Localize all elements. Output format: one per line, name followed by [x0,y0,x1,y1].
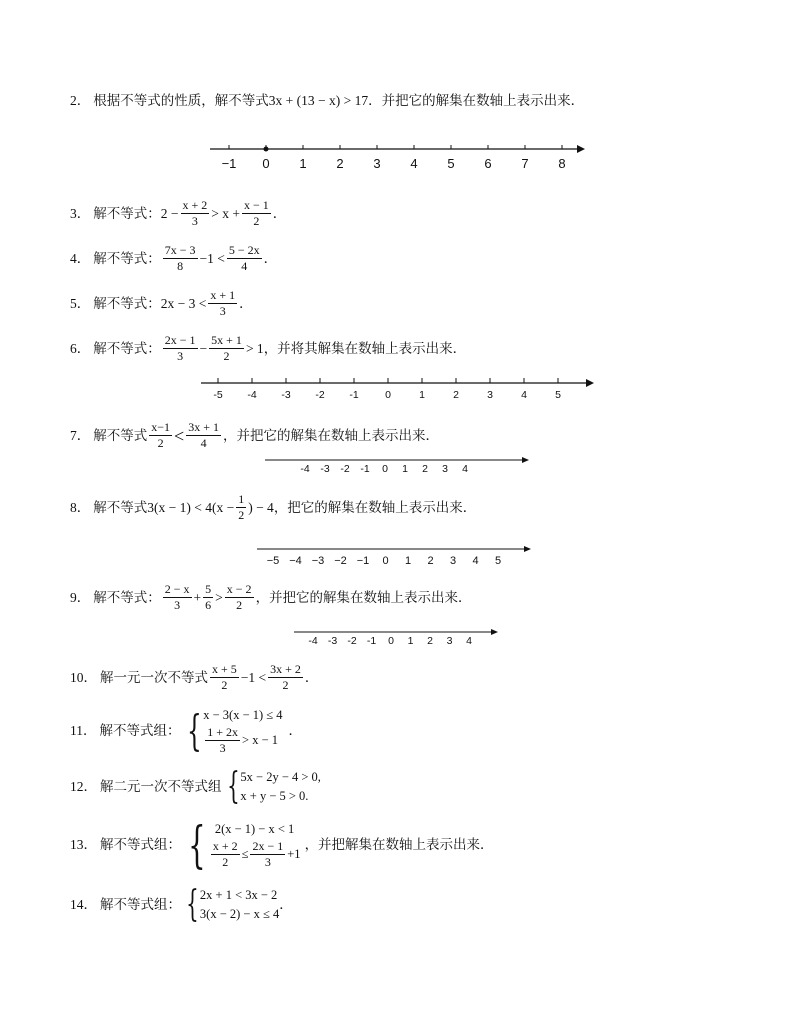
math-term: 3(x − 1) < 4(x − [147,499,235,515]
problem-13 [70,816,494,874]
math-term: ) − 4 [248,499,274,515]
problem-text: 解不等式 [93,427,148,443]
inequality-system [200,886,279,924]
tick-label: −1 [221,156,237,171]
tick-label: 5 [555,389,561,401]
numerator: 5 [205,582,212,596]
inequality-system [209,820,301,870]
numerator: x + 2 [212,838,238,853]
fraction [163,333,198,364]
system-line-2: 3(x − 2) − x ≤ 4 [199,906,280,921]
system-line-1: 5x − 2y − 4 > 0, [240,770,321,784]
problem-text: 解不等式： [93,340,161,356]
tick-label: 5 [494,555,502,567]
problem-number: 14． [70,897,97,912]
tick-label: 4 [466,635,472,647]
denominator: 2 [157,436,164,450]
problem-2 [70,94,584,108]
math-term: 2 − [160,205,179,221]
tick-label: -3 [320,463,330,475]
tick-label: 2 [336,156,344,171]
arrow-icon [577,145,585,153]
problem-10 [70,662,318,693]
system-line-1: x − 3(x − 1) ≤ 4 [203,708,283,722]
fraction [210,662,239,693]
problem-8 [70,492,476,523]
denominator: 2 [253,214,260,228]
fraction [163,582,192,613]
denominator: 2 [221,678,228,692]
problem-number: 6． [70,340,91,356]
problem-number: 7． [70,427,91,443]
problem-tail: ． [304,669,319,685]
tick-label: -4 [308,635,318,647]
numerator: 5 − 2x [228,243,260,257]
tick-label: 0 [382,463,388,475]
brace-icon: { [188,816,206,874]
numerator: 2 − x [164,582,190,596]
problem-text: 解不等式： [93,589,161,605]
numerator: x + 2 [182,198,208,212]
problem-tail: ． [239,295,253,311]
math-term: < [174,425,185,446]
problem-number: 2． [70,93,91,108]
fraction [268,662,303,693]
problem-7 [70,420,439,451]
tick-label: 1 [402,463,408,475]
denominator: 2 [223,349,230,363]
tick-label: −3 [311,555,325,567]
system-line-2: x + y − 5 > 0. [240,788,309,803]
tick-label: 1 [299,156,307,171]
tick-label: -4 [247,389,257,401]
tick-label: 4 [521,389,527,401]
problem-tail: ，并把它的解集在数轴上表示出来． [255,589,472,605]
problem-text: 根据不等式的性质，解不等式 [93,93,269,108]
tick-label: 6 [484,156,492,171]
tick-label: -3 [327,635,338,647]
tick-label: 0 [385,389,391,401]
problem-text: 解不等式： [93,205,161,221]
fraction [186,420,221,451]
tick-label: -3 [281,389,291,401]
problem-3 [70,198,286,229]
numerator: 2x − 1 [252,838,284,853]
denominator: 2 [282,678,289,692]
problem-14 [70,883,293,925]
tick-label: 8 [558,156,566,171]
math-term: > 1 [245,340,264,356]
problem-text: 解不等式 [93,499,148,515]
fraction [211,839,240,870]
tick-label: 1 [404,555,412,567]
math-term: − [199,340,208,356]
denominator: 3 [264,854,271,869]
brace-icon: { [186,705,202,755]
fraction [209,333,244,364]
tick-label: −4 [289,555,302,567]
tick-label: 1 [419,389,425,401]
denominator: 8 [177,259,184,273]
denominator: 4 [241,259,248,273]
tick-label: 3 [373,156,381,171]
tick-label: −1 [356,555,370,567]
arrow-icon [522,457,529,463]
tick-label: 0 [382,555,389,567]
denominator: 2 [236,598,243,612]
system-line-2 [209,839,301,870]
number-line-6 [198,372,598,402]
problem-tail: ，并把它的解集在数轴上表示出来． [222,427,439,443]
math-term: −1 < [240,669,267,685]
denominator: 4 [200,436,207,450]
problem-number: 10． [70,669,97,685]
fraction [203,582,213,613]
problem-number: 12． [70,779,97,794]
problem-number: 4． [70,250,91,266]
problem-12 [70,765,321,807]
tick-label: 3 [449,555,457,567]
tick-label: 4 [462,463,468,475]
number-line-8 [254,540,539,570]
fraction [242,198,271,229]
tick-label: -2 [347,635,357,647]
tick-label: -5 [213,389,223,401]
problem-number: 5． [70,295,91,311]
math-term: 2x − 3 < [160,295,207,311]
problem-9 [70,582,472,613]
fraction [181,198,210,229]
fraction [149,420,172,451]
tick-label: 2 [422,463,428,475]
tick-label: −2 [334,555,347,567]
denominator: 3 [191,214,198,228]
problem-text: 解不等式： [93,295,161,311]
problem-text: 解不等式组： [100,837,181,853]
problem-tail: ． [263,250,278,266]
fraction [236,492,246,523]
inequality-system [240,768,321,806]
tick-label: 3 [487,389,493,401]
problem-text: 解不等式组： [99,723,181,739]
arrow-icon [586,379,594,387]
problem-number: 9． [70,589,91,605]
tick-label: 2 [427,555,434,567]
numerator: 3x + 1 [188,420,219,434]
numerator: 3x + 2 [270,662,301,676]
number-line-9 [291,624,506,650]
tick-label: -1 [366,635,377,647]
fraction [208,288,237,319]
tick-label: -2 [340,463,350,475]
problem-number: 13． [70,837,97,853]
numerator: x−1 [151,420,171,434]
tick-label: 3 [446,635,453,647]
numerator: 1 [238,492,245,506]
number-line-2 [205,140,590,175]
math-term: −1 < [199,250,225,266]
problem-text: 解不等式： [93,250,161,266]
numerator: x − 2 [226,582,252,596]
tick-label: 3 [442,463,448,475]
problem-tail: ． [288,723,303,739]
math-term: > x + [211,205,241,221]
denominator: 3 [219,304,226,318]
math-term: ≤ [241,847,249,861]
tick-label: 7 [521,156,529,171]
numerator: 2x − 1 [164,333,196,347]
tick-label: 4 [410,156,418,171]
problem-tail: ，把它的解集在数轴上表示出来． [273,499,477,515]
fraction [163,243,198,274]
problem-number: 8． [70,499,91,515]
inequality: 3x + (13 − x) > 17 [268,93,369,108]
numerator: 5x + 1 [211,333,242,347]
tick-label: -1 [349,389,359,401]
brace-icon: { [186,883,199,925]
tick-label: 5 [447,156,455,171]
tick-label: -2 [315,389,325,401]
problem-tail: ．并把它的解集在数轴上表示出来． [368,93,585,108]
problem-4 [70,243,277,274]
denominator: 3 [177,349,184,363]
fraction [227,243,262,274]
math-term: +1 [287,847,301,861]
problem-text: 解一元一次不等式 [100,669,208,685]
system-line-1: 2(x − 1) − x < 1 [214,822,295,837]
system-line-1: 2x + 1 < 3x − 2 [199,888,278,902]
numerator: 1 + 2x [207,724,239,739]
fraction [250,839,285,870]
problem-number: 11． [70,723,97,739]
number-line-7 [262,452,537,478]
tick-label: -4 [300,463,310,475]
tick-label: -1 [360,463,370,475]
denominator: 3 [219,740,226,755]
problem-tail: ，并把解集在数轴上表示出来． [304,837,494,853]
tick-label: 0 [262,156,270,171]
numerator: x + 5 [212,662,237,676]
tick-label: 2 [453,389,459,401]
numerator: 7x − 3 [164,243,196,257]
problem-number: 3． [70,205,91,221]
math-term: > [215,589,223,605]
inequality-system [203,706,282,756]
problem-tail: ，并将其解集在数轴上表示出来． [263,340,467,356]
tick-label: 0 [388,635,394,647]
problem-5 [70,288,253,319]
arrow-icon [524,546,531,552]
denominator: 2 [238,508,245,522]
problem-11 [70,706,302,756]
problem-text: 解不等式组： [100,897,181,912]
denominator: 2 [222,854,229,869]
problem-6 [70,333,466,364]
problem-tail: ． [279,897,293,912]
problem-text: 解二元一次不等式组 [100,779,222,794]
fraction [205,725,240,756]
arrow-icon [491,629,498,635]
tick-label: 1 [407,635,414,647]
tick-label: −5 [266,555,280,567]
math-term: + [193,589,202,605]
denominator: 3 [174,598,181,612]
tick-label: 4 [472,555,479,567]
math-term: > x − 1 [242,732,278,747]
numerator: x − 1 [244,198,269,212]
denominator: 6 [205,598,212,612]
numerator: x + 1 [210,288,236,302]
system-line-2 [203,725,282,756]
problem-tail: ． [272,205,287,221]
brace-icon: { [226,765,240,807]
tick-label: 2 [427,635,433,647]
fraction [225,582,254,613]
